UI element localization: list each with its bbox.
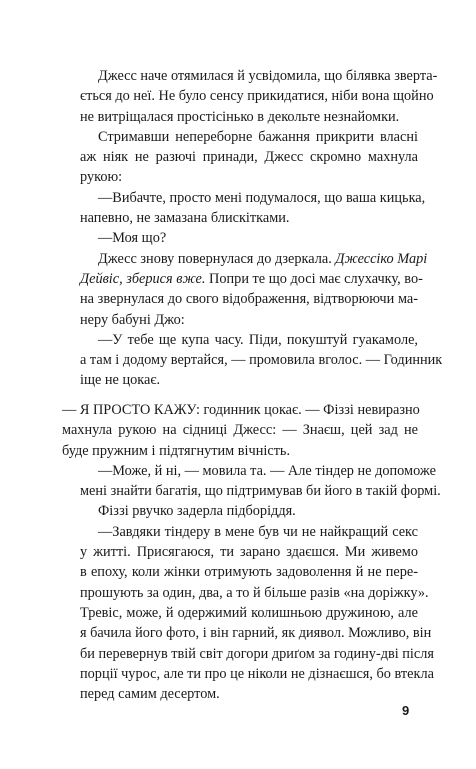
paragraph [62,127,418,188]
paragraph [62,330,443,391]
text-line: —Завдяки тіндеру в мене був чи не найкращий секс [98,523,418,540]
text-line: аж ніяк не разючі принади, Джесс скромно махнула [80,149,418,166]
text-line: буде пружним і підтягнутим вічність. [62,442,291,459]
text-line: я бачила його фото, і він гарний, як диявол. Можливо, він [80,625,432,642]
text-line [62,249,428,269]
paragraph [62,66,438,127]
text-line: Джесс наче отямилася й усвідомила, що білявка зверта- [98,68,438,84]
text-block-top [62,66,443,391]
text-line: в епоху, коли жінки отримують задоволення й не пере- [80,564,418,581]
text-line: у житті. Присягаюся, ти зарано здаєшся. Ми живемо [80,544,418,561]
text-line: прошують за один, два, а то й більше разів «на доріжку». [80,584,429,601]
text-line: —Вибачте, просто мені подумалося, що ваша кицька, [98,189,426,206]
paragraph [62,522,434,705]
text-line [62,310,418,330]
text-line: ється до неї. Не було сенсу прикидатися, ніби вона щойно [80,88,434,105]
text-line: Тревіс, може, й одержимий колишньою дружиною, але [80,604,418,621]
text-run: на звернулася до свого відображення, відтворюючи ма- [80,291,418,308]
text-line: —Моя що? [98,230,167,247]
paragraph [62,188,426,229]
text-line: Стримавши непереборне бажання прикрити власні [98,128,418,145]
text-line: іще не цокає. [80,372,161,389]
text-line: порції чурос, але ти про це ніколи не дізнаєшся, бо втекла [80,665,434,682]
text-line: напевно, не замазана блискітками. [80,210,290,227]
text-line: — Я ПРОСТО КАЖУ: годинник цокає. — Фіззі невиразно [62,402,420,418]
paragraph [62,501,418,521]
text-line: а там і додому вертайся, — промовила вголос. — Годинник [80,352,443,369]
text-line: не витріщалася простісінько в декольте незнайомки. [80,108,400,125]
text-run: неру бабуні Джо: [80,311,185,328]
page-number: 9 [402,703,410,718]
italic-text: Джессіко Марі [335,250,428,267]
paragraph [62,228,418,248]
text-line: —Може, й ні, — мовила та. — Але тіндер не допоможе [98,462,436,479]
italic-text: Дейвіс, зберися вже. [80,270,206,287]
text-line [62,269,423,289]
text-line: махнула рукою на сідниці Джесс: — Знаєш, цей зад не [62,422,418,439]
text-line [62,289,418,309]
text-block-bottom [62,400,441,704]
text-line: мені знайти багатія, що підтримував би його в такій формі. [80,483,441,500]
text-line: рукою: [80,169,123,186]
text-line: —У тебе ще купа часу. Піди, покуштуй гуакамоле, [98,331,418,348]
text-run: Джесс знову повернулася до дзеркала. [98,250,336,267]
text-line: би перевернув твій світ догори дриґом за годину-дві після [80,645,434,662]
paragraph [62,400,418,461]
text-run: Попри те що досі має слухачку, во- [205,270,423,287]
text-line: Фіззі рвучко задерла підборіддя. [98,503,296,520]
paragraph [62,461,441,502]
paragraph [62,249,428,330]
text-line: перед самим десертом. [80,686,220,703]
